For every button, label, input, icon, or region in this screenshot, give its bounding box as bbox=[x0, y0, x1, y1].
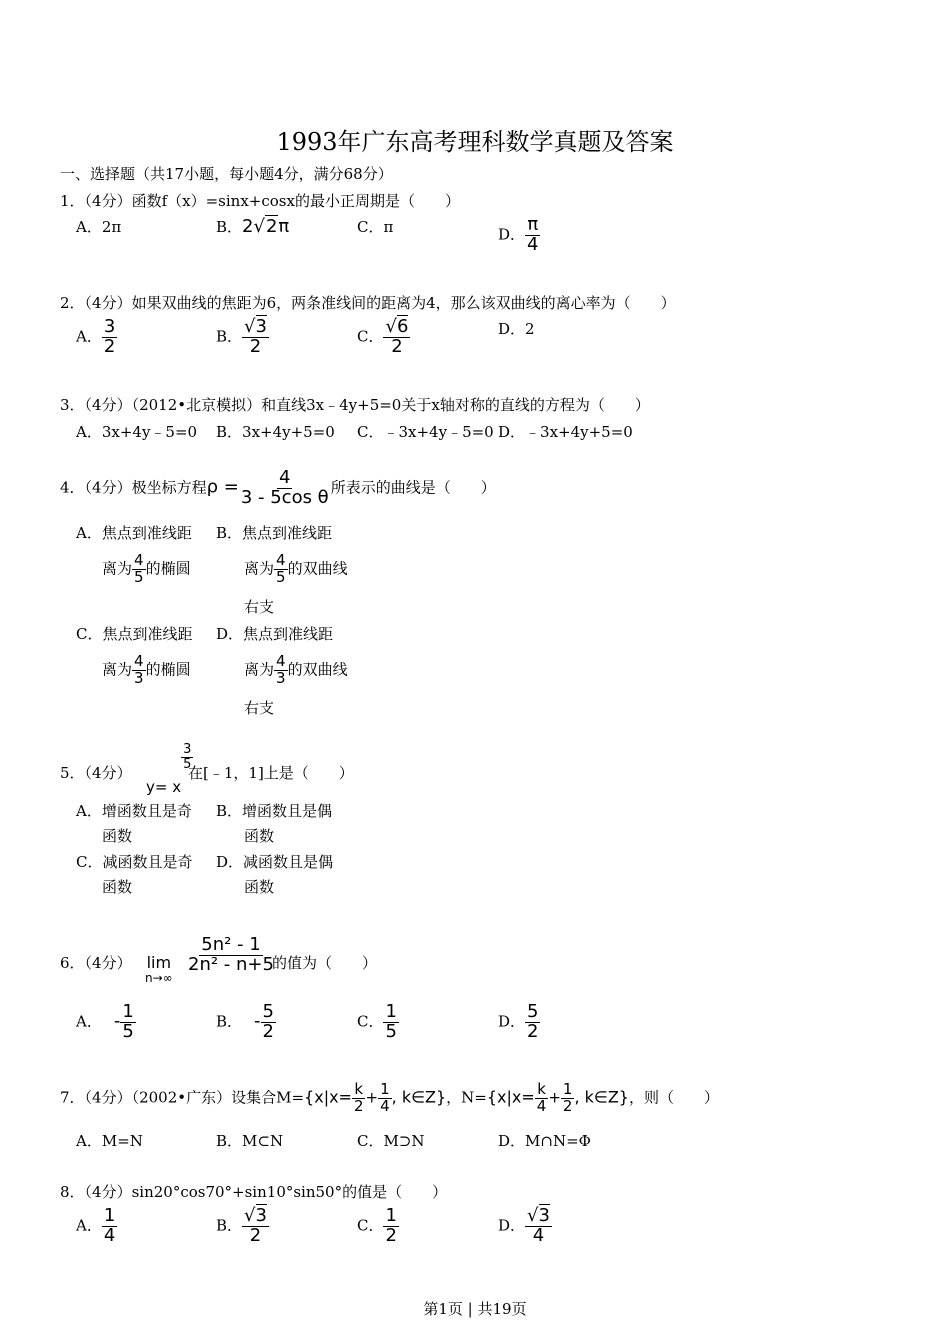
section-heading: 一、选择题（共17小题，每小题4分，满分68分） bbox=[60, 165, 393, 183]
q4-option-a: A．焦点到准线距 离为 $\frac{4}{5}$ 的椭圆 bbox=[76, 524, 192, 586]
question-4-stem: 4．（4分）极坐标方程ρ = $\frac{4}{\text{3 - 5cos θ}}$ 所表示的曲线是（ ） bbox=[60, 467, 496, 508]
question-8-stem: 8．（4分）sin20°cos70°+sin10°sin50°的值是（ ） bbox=[60, 1183, 448, 1201]
q5-stem-suffix: 在[﹣1，1]上是（ ） bbox=[188, 764, 354, 782]
question-7-stem: 7．（4分）（2002•广东）设集合M={x|x= $\frac{k}{2}$ + $\frac{1}{4}$ , k∈Z}，N={x|x= $\frac{k}{4}$ + $\frac{1}{2}$ , k∈Z}，则（ ） bbox=[60, 1080, 719, 1115]
q1-option-a: A．2π bbox=[76, 218, 122, 236]
q5-option-a: A．增函数且是奇 函数 bbox=[76, 802, 192, 845]
question-1-stem: 1．（4分）函数f（x）=sinx+cosx的最小正周期是（ ） bbox=[60, 192, 460, 210]
q6-option-a: A． - $\frac{1}{5}$ bbox=[76, 1001, 134, 1042]
q5-function: y= x $\frac{3}{5}$ bbox=[146, 742, 192, 796]
q2-option-d: D．2 bbox=[498, 320, 535, 338]
q1-option-c: C．π bbox=[357, 218, 394, 236]
question-5-stem: 5．（4分） bbox=[60, 764, 132, 782]
question-3-stem: 3．（4分）（2012•北京模拟）和直线3x﹣4y+5=0关于x轴对称的直线的方程为（ ） bbox=[60, 396, 650, 414]
q4-option-c: C．焦点到准线距 离为 $\frac{4}{3}$ 的椭圆 bbox=[76, 625, 193, 687]
question-2-stem: 2．（4分）如果双曲线的焦距为6，两条准线间的距离为4，那么该双曲线的离心率为（ ） bbox=[60, 294, 676, 312]
q5-option-d: D．减函数且是偶 函数 bbox=[216, 853, 334, 896]
q8-option-a: A． $\frac{1}{4}$ bbox=[76, 1205, 116, 1246]
question-6-stem: 6．（4分） bbox=[60, 954, 132, 972]
q6-option-b: B． - $\frac{5}{2}$ bbox=[216, 1001, 274, 1042]
q6-fraction: $\frac{\text{5n² - 1}}{\text{2n² - n+5}}$ bbox=[188, 934, 274, 975]
q6-option-d: D． $\frac{5}{2}$ bbox=[498, 1001, 539, 1042]
q1-option-d: D． $\frac{\pi}{4}$ bbox=[498, 214, 539, 255]
q7-option-a: A．M=N bbox=[76, 1132, 143, 1150]
q6-stem-suffix: 的值为（ ） bbox=[272, 954, 378, 972]
q1-option-b: B．2√2π bbox=[216, 216, 290, 237]
q6-limit: lim n→∞ bbox=[145, 953, 173, 985]
q4-option-d: D．焦点到准线距 离为 $\frac{4}{3}$ 的双曲线 右支 bbox=[216, 625, 348, 717]
q6-option-c: C． $\frac{1}{5}$ bbox=[357, 1001, 397, 1042]
q5-option-b: B．增函数且是偶 函数 bbox=[216, 802, 333, 845]
q3-option-d: D．﹣3x+4y+5=0 bbox=[498, 423, 633, 441]
q2-option-c: C． $\frac{√6}{2}$ bbox=[357, 316, 409, 357]
q7-option-d: D．M∩N=Φ bbox=[498, 1132, 591, 1150]
q2-option-b: B． $\frac{√3}{2}$ bbox=[216, 316, 267, 357]
q3-option-b: B．3x+4y+5=0 bbox=[216, 423, 335, 441]
q3-option-c: C．﹣3x+4y﹣5=0 bbox=[357, 423, 494, 441]
q8-option-b: B． $\frac{√3}{2}$ bbox=[216, 1205, 267, 1246]
q8-option-c: C． $\frac{1}{2}$ bbox=[357, 1205, 397, 1246]
q3-option-a: A．3x+4y﹣5=0 bbox=[76, 423, 198, 441]
q2-option-a: A． $\frac{3}{2}$ bbox=[76, 316, 116, 357]
page-title: 1993年广东高考理科数学真题及答案 bbox=[276, 128, 674, 156]
q7-option-c: C．M⊃N bbox=[357, 1132, 425, 1150]
q7-option-b: B．M⊂N bbox=[216, 1132, 284, 1150]
q8-option-d: D． $\frac{√3}{4}$ bbox=[498, 1205, 550, 1246]
q5-option-c: C．减函数且是奇 函数 bbox=[76, 853, 193, 896]
q4-option-b: B．焦点到准线距 离为 $\frac{4}{5}$ 的双曲线 右支 bbox=[216, 524, 348, 616]
page-footer: 第1页 | 共19页 bbox=[423, 1300, 527, 1318]
